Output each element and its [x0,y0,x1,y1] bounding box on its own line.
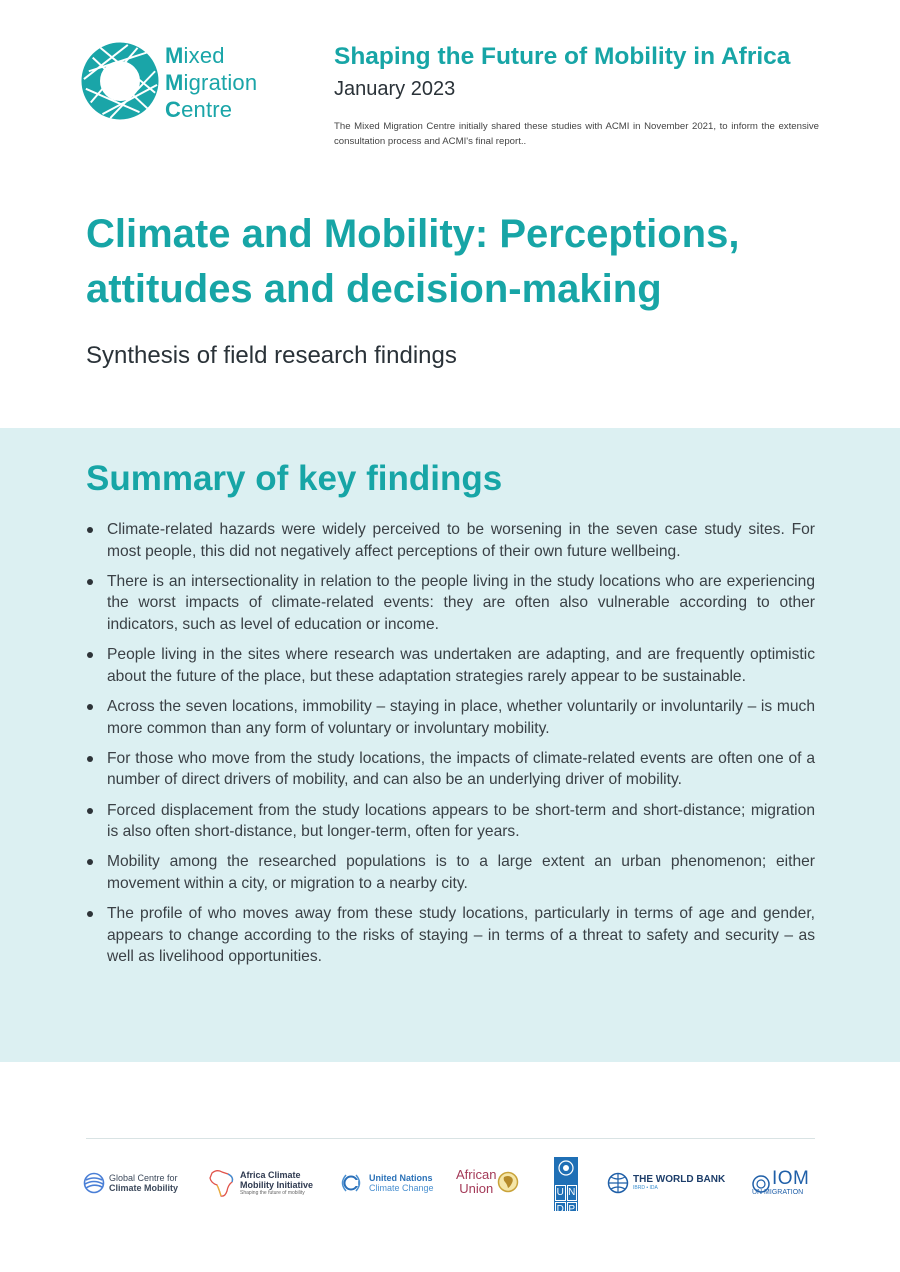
worldbank-globe-icon [607,1172,629,1194]
publication-date: January 2023 [334,78,456,100]
logo-text: entre [181,97,233,122]
partner-worldbank-logo [607,1172,725,1194]
undp-letter: D [555,1202,566,1218]
partner-text: African [456,1167,497,1182]
finding-item [86,571,815,636]
partner-text: UN MIGRATION [752,1189,804,1196]
undp-letter: N [567,1185,578,1201]
undp-letter: P [567,1202,578,1218]
gccm-globe-icon [83,1172,105,1194]
finding-text: Mobility among the researched populations is to a large extent an urban phenomenon; either movement within a city, or migration to a nearby city. [107,853,815,892]
finding-text: Forced displacement from the study locations appears to be short-term and short-distance; migration is also often short-distance, but longer-term, often for years. [107,801,815,841]
partner-undp-logo [554,1157,578,1215]
partner-acmi-logo [208,1167,313,1199]
footer-divider [86,1138,815,1139]
finding-text: Climate-related hazards were widely perceived to be worsening in the seven case study sites. For most people, this did not negatively affect perceptions of their own future wellbeing. [107,521,815,560]
finding-text: The profile of who moves away from these study locations, particularly in terms of age and gender, appears to change according to the risks of staying – in terms of a threat to safety and security – as well as livelihood opportunities. [107,905,815,966]
finding-text: People living in the sites where research was undertaken are adapting, and are frequently optimistic about the future of the place, but these adaptation strategies rarely appear to be sustainable. [107,646,815,685]
finding-item [86,851,815,894]
finding-text: There is an intersectionality in relation to the people living in the study locations who are experiencing the worst impacts of climate-related events: they are often also vulnerable according to other indicators, such as level of education or income. [107,572,815,633]
mmc-wordmark [165,42,257,123]
finding-item [86,748,815,791]
mmc-logo [81,42,291,124]
logo-initial: M [165,70,184,95]
finding-text: Across the seven locations, immobility – staying in place, whether voluntarily or involuntarily – is much more common than any form of voluntary or involuntary mobility. [107,697,815,737]
summary-heading: Summary of key findings [86,459,503,498]
findings-list [86,519,815,976]
logo-text: igration [183,70,258,95]
document-title: Climate and Mobility: Perceptions, attitudes and decision-making [86,212,740,311]
header [334,40,819,149]
header-note: The Mixed Migration Centre initially shared these studies with ACMI in November 2021, to inform the extensive consultation process and ACMI's final report.. [334,121,819,147]
partner-au-logo [456,1168,519,1196]
document-subtitle: Synthesis of field research findings [86,342,457,369]
bullet-icon [87,652,93,658]
partner-iom-logo [752,1170,809,1197]
unfccc-c-icon [338,1172,364,1194]
partner-text: IOM [772,1168,810,1189]
bullet-icon [87,859,93,865]
bullet-icon [87,579,93,585]
au-emblem-icon [497,1171,519,1193]
partner-text: Global Centre for [109,1173,178,1183]
logo-initial: M [165,43,184,68]
africa-outline-icon [208,1167,236,1199]
undp-letter: U [555,1185,566,1201]
partner-unfccc-logo [338,1172,434,1194]
partner-tagline: Shaping the future of mobility [240,1189,305,1196]
logo-text: ixed [183,43,225,68]
partner-text: Climate Change [369,1183,434,1193]
bullet-icon [87,527,93,533]
logo-initial: C [165,97,182,122]
partner-gccm-logo [83,1172,178,1194]
finding-item [86,903,815,968]
finding-text: For those who move from the study locations, the impacts of climate-related events are often one of a number of direct drivers of mobility, and can also be an underlying driver of mobility. [107,749,815,789]
un-emblem-icon [554,1157,578,1179]
partner-text: IBRD • IDA [633,1185,658,1191]
partner-text: United Nations [369,1173,433,1183]
finding-item [86,800,815,843]
partner-text: Union [459,1181,494,1196]
bullet-icon [87,704,93,710]
partner-text: Africa Climate [240,1169,301,1180]
bullet-icon [87,756,93,762]
finding-item [86,644,815,687]
partner-text: Mobility Initiative [240,1179,314,1190]
partner-text: THE WORLD BANK [633,1174,726,1185]
mmc-ring-icon [81,42,159,120]
finding-item [86,696,815,739]
partner-text: Climate Mobility [109,1183,179,1193]
bullet-icon [87,808,93,814]
series-title: Shaping the Future of Mobility in Africa [334,43,791,70]
finding-item [86,519,815,562]
bullet-icon [87,911,93,917]
